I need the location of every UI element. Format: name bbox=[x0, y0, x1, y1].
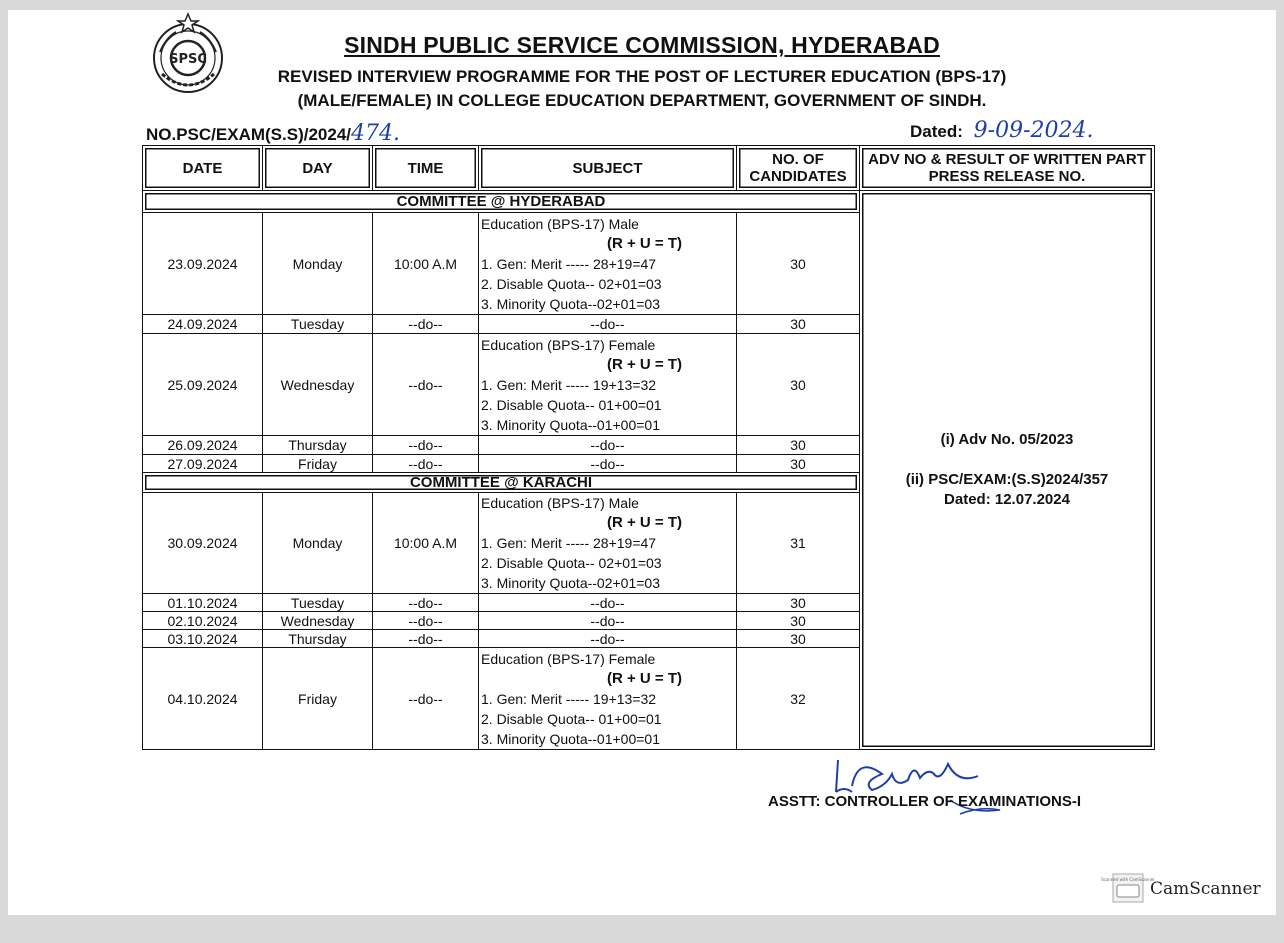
handwritten-signature bbox=[830, 752, 1030, 822]
row-time: --do-- bbox=[373, 315, 479, 334]
row-day: Tuesday bbox=[263, 315, 373, 334]
row-day: Thursday bbox=[263, 630, 373, 648]
row-day: Thursday bbox=[263, 436, 373, 455]
row-time: --do-- bbox=[373, 334, 479, 436]
document-title: SINDH PUBLIC SERVICE COMMISSION, HYDERABAD bbox=[344, 32, 940, 58]
camscanner-logo bbox=[1101, 873, 1155, 903]
row-subject: --do-- bbox=[479, 612, 737, 630]
table-header-row bbox=[143, 146, 1155, 191]
subject-title: Education (BPS-17) Female bbox=[481, 650, 656, 667]
row-subject-male bbox=[479, 213, 737, 315]
logo-text: SPSC bbox=[169, 52, 207, 67]
row-date: 27.09.2024 bbox=[143, 455, 263, 473]
reference-handwritten: 474. bbox=[351, 121, 400, 146]
reference-label: NO.PSC/EXAM(S.S)/2024/ bbox=[146, 125, 352, 144]
subject-title: Education (BPS-17) Female bbox=[481, 336, 656, 353]
row-day: Monday bbox=[263, 213, 373, 315]
subject-title: Education (BPS-17) Male bbox=[481, 495, 639, 511]
col-header-date: DATE bbox=[143, 146, 263, 191]
press-release-date: Dated: 12.07.2024 bbox=[944, 491, 1070, 508]
row-time: --do-- bbox=[373, 648, 479, 750]
row-subject: --do-- bbox=[479, 436, 737, 455]
row-day: Wednesday bbox=[263, 612, 373, 630]
subject-formula: (R + U = T) bbox=[606, 669, 682, 687]
subject-line: 2. Disable Quota-- 01+00=01 bbox=[481, 396, 662, 413]
subject-formula: (R + U = T) bbox=[606, 234, 682, 252]
subject-formula: (R + U = T) bbox=[606, 355, 682, 373]
subject-line: 3. Minority Quota--01+00=01 bbox=[481, 416, 660, 433]
dated-field bbox=[910, 118, 1093, 143]
row-date: 02.10.2024 bbox=[143, 612, 263, 630]
committee-row-hyderabad bbox=[143, 191, 1155, 213]
subject-line: 1. Gen: Merit ----- 28+19=47 bbox=[481, 535, 657, 551]
row-time: 10:00 A.M bbox=[373, 213, 479, 315]
row-candidates: 30 bbox=[737, 630, 860, 648]
row-date: 26.09.2024 bbox=[143, 436, 263, 455]
interview-schedule-table bbox=[142, 145, 1155, 750]
subject-line: 2. Disable Quota-- 02+01=03 bbox=[481, 555, 662, 571]
row-candidates: 31 bbox=[737, 493, 860, 594]
row-candidates: 30 bbox=[737, 334, 860, 436]
row-subject-male bbox=[479, 493, 737, 594]
scanner-caption: Scanned with CamScanner bbox=[1101, 877, 1155, 882]
row-time: --do-- bbox=[373, 594, 479, 612]
row-time: --do-- bbox=[373, 436, 479, 455]
dated-handwritten: 9-09-2024. bbox=[973, 118, 1094, 143]
row-subject: --do-- bbox=[479, 630, 737, 648]
row-candidates: 30 bbox=[737, 436, 860, 455]
row-day: Friday bbox=[263, 455, 373, 473]
subtitle-line-2: (MALE/FEMALE) IN COLLEGE EDUCATION DEPARTMENT, GOVERNMENT OF SINDH. bbox=[297, 91, 987, 110]
row-day: Monday bbox=[263, 493, 373, 594]
row-candidates: 30 bbox=[737, 315, 860, 334]
row-candidates: 32 bbox=[737, 648, 860, 750]
row-candidates: 30 bbox=[737, 594, 860, 612]
row-date: 23.09.2024 bbox=[143, 213, 263, 315]
row-date: 30.09.2024 bbox=[143, 493, 263, 594]
row-date: 01.10.2024 bbox=[143, 594, 263, 612]
committee-karachi-label: COMMITTEE @ KARACHI bbox=[143, 473, 860, 493]
col-header-time: TIME bbox=[373, 146, 479, 191]
signatory-title: ASSTT: CONTROLLER OF EXAMINATIONS-I bbox=[768, 793, 1082, 810]
row-candidates: 30 bbox=[737, 213, 860, 315]
row-subject: --do-- bbox=[479, 594, 737, 612]
press-release-number: (ii) PSC/EXAM:(S.S)2024/357 bbox=[905, 471, 1109, 488]
row-time: --do-- bbox=[373, 612, 479, 630]
row-day: Tuesday bbox=[263, 594, 373, 612]
adv-number: (i) Adv No. 05/2023 bbox=[940, 431, 1074, 448]
row-time: --do-- bbox=[373, 455, 479, 473]
subject-line: 3. Minority Quota--01+00=01 bbox=[481, 730, 660, 747]
subject-formula: (R + U = T) bbox=[606, 514, 682, 531]
subject-line: 3. Minority Quota--02+01=03 bbox=[481, 575, 660, 591]
col-header-adv-no: ADV NO & RESULT OF WRITTEN PART PRESS RELEASE NO. bbox=[860, 146, 1155, 191]
dated-label: Dated: bbox=[910, 122, 963, 141]
subject-line: 1. Gen: Merit ----- 19+13=32 bbox=[481, 376, 657, 393]
row-date: 24.09.2024 bbox=[143, 315, 263, 334]
row-time: --do-- bbox=[373, 630, 479, 648]
subject-line: 3. Minority Quota--02+01=03 bbox=[481, 295, 660, 312]
row-candidates: 30 bbox=[737, 612, 860, 630]
row-date: 04.10.2024 bbox=[143, 648, 263, 750]
subject-line: 2. Disable Quota-- 01+00=01 bbox=[481, 710, 662, 727]
row-date: 03.10.2024 bbox=[143, 630, 263, 648]
row-day: Wednesday bbox=[263, 334, 373, 436]
col-header-subject: SUBJECT bbox=[479, 146, 737, 191]
col-header-candidates: NO. OF CANDIDATES bbox=[737, 146, 860, 191]
subject-line: 2. Disable Quota-- 02+01=03 bbox=[481, 275, 662, 292]
committee-hyderabad-label: COMMITTEE @ HYDERABAD bbox=[143, 191, 860, 213]
row-day: Friday bbox=[263, 648, 373, 750]
row-subject: --do-- bbox=[479, 315, 737, 334]
row-subject-female bbox=[479, 334, 737, 436]
subject-line: 1. Gen: Merit ----- 19+13=32 bbox=[481, 690, 657, 707]
row-subject: --do-- bbox=[479, 455, 737, 473]
adv-result-cell bbox=[860, 191, 1155, 750]
camscanner-watermark: CamScanner bbox=[1150, 879, 1261, 899]
subject-line: 1. Gen: Merit ----- 28+19=47 bbox=[481, 255, 657, 272]
row-candidates: 30 bbox=[737, 455, 860, 473]
subtitle-line-1: REVISED INTERVIEW PROGRAMME FOR THE POST OF LECTURER EDUCATION (BPS-17) bbox=[277, 67, 1007, 86]
row-date: 25.09.2024 bbox=[143, 334, 263, 436]
row-subject-female bbox=[479, 648, 737, 750]
subject-title: Education (BPS-17) Male bbox=[481, 215, 639, 232]
reference-number bbox=[146, 121, 400, 146]
col-header-day: DAY bbox=[263, 146, 373, 191]
row-time: 10:00 A.M bbox=[373, 493, 479, 594]
